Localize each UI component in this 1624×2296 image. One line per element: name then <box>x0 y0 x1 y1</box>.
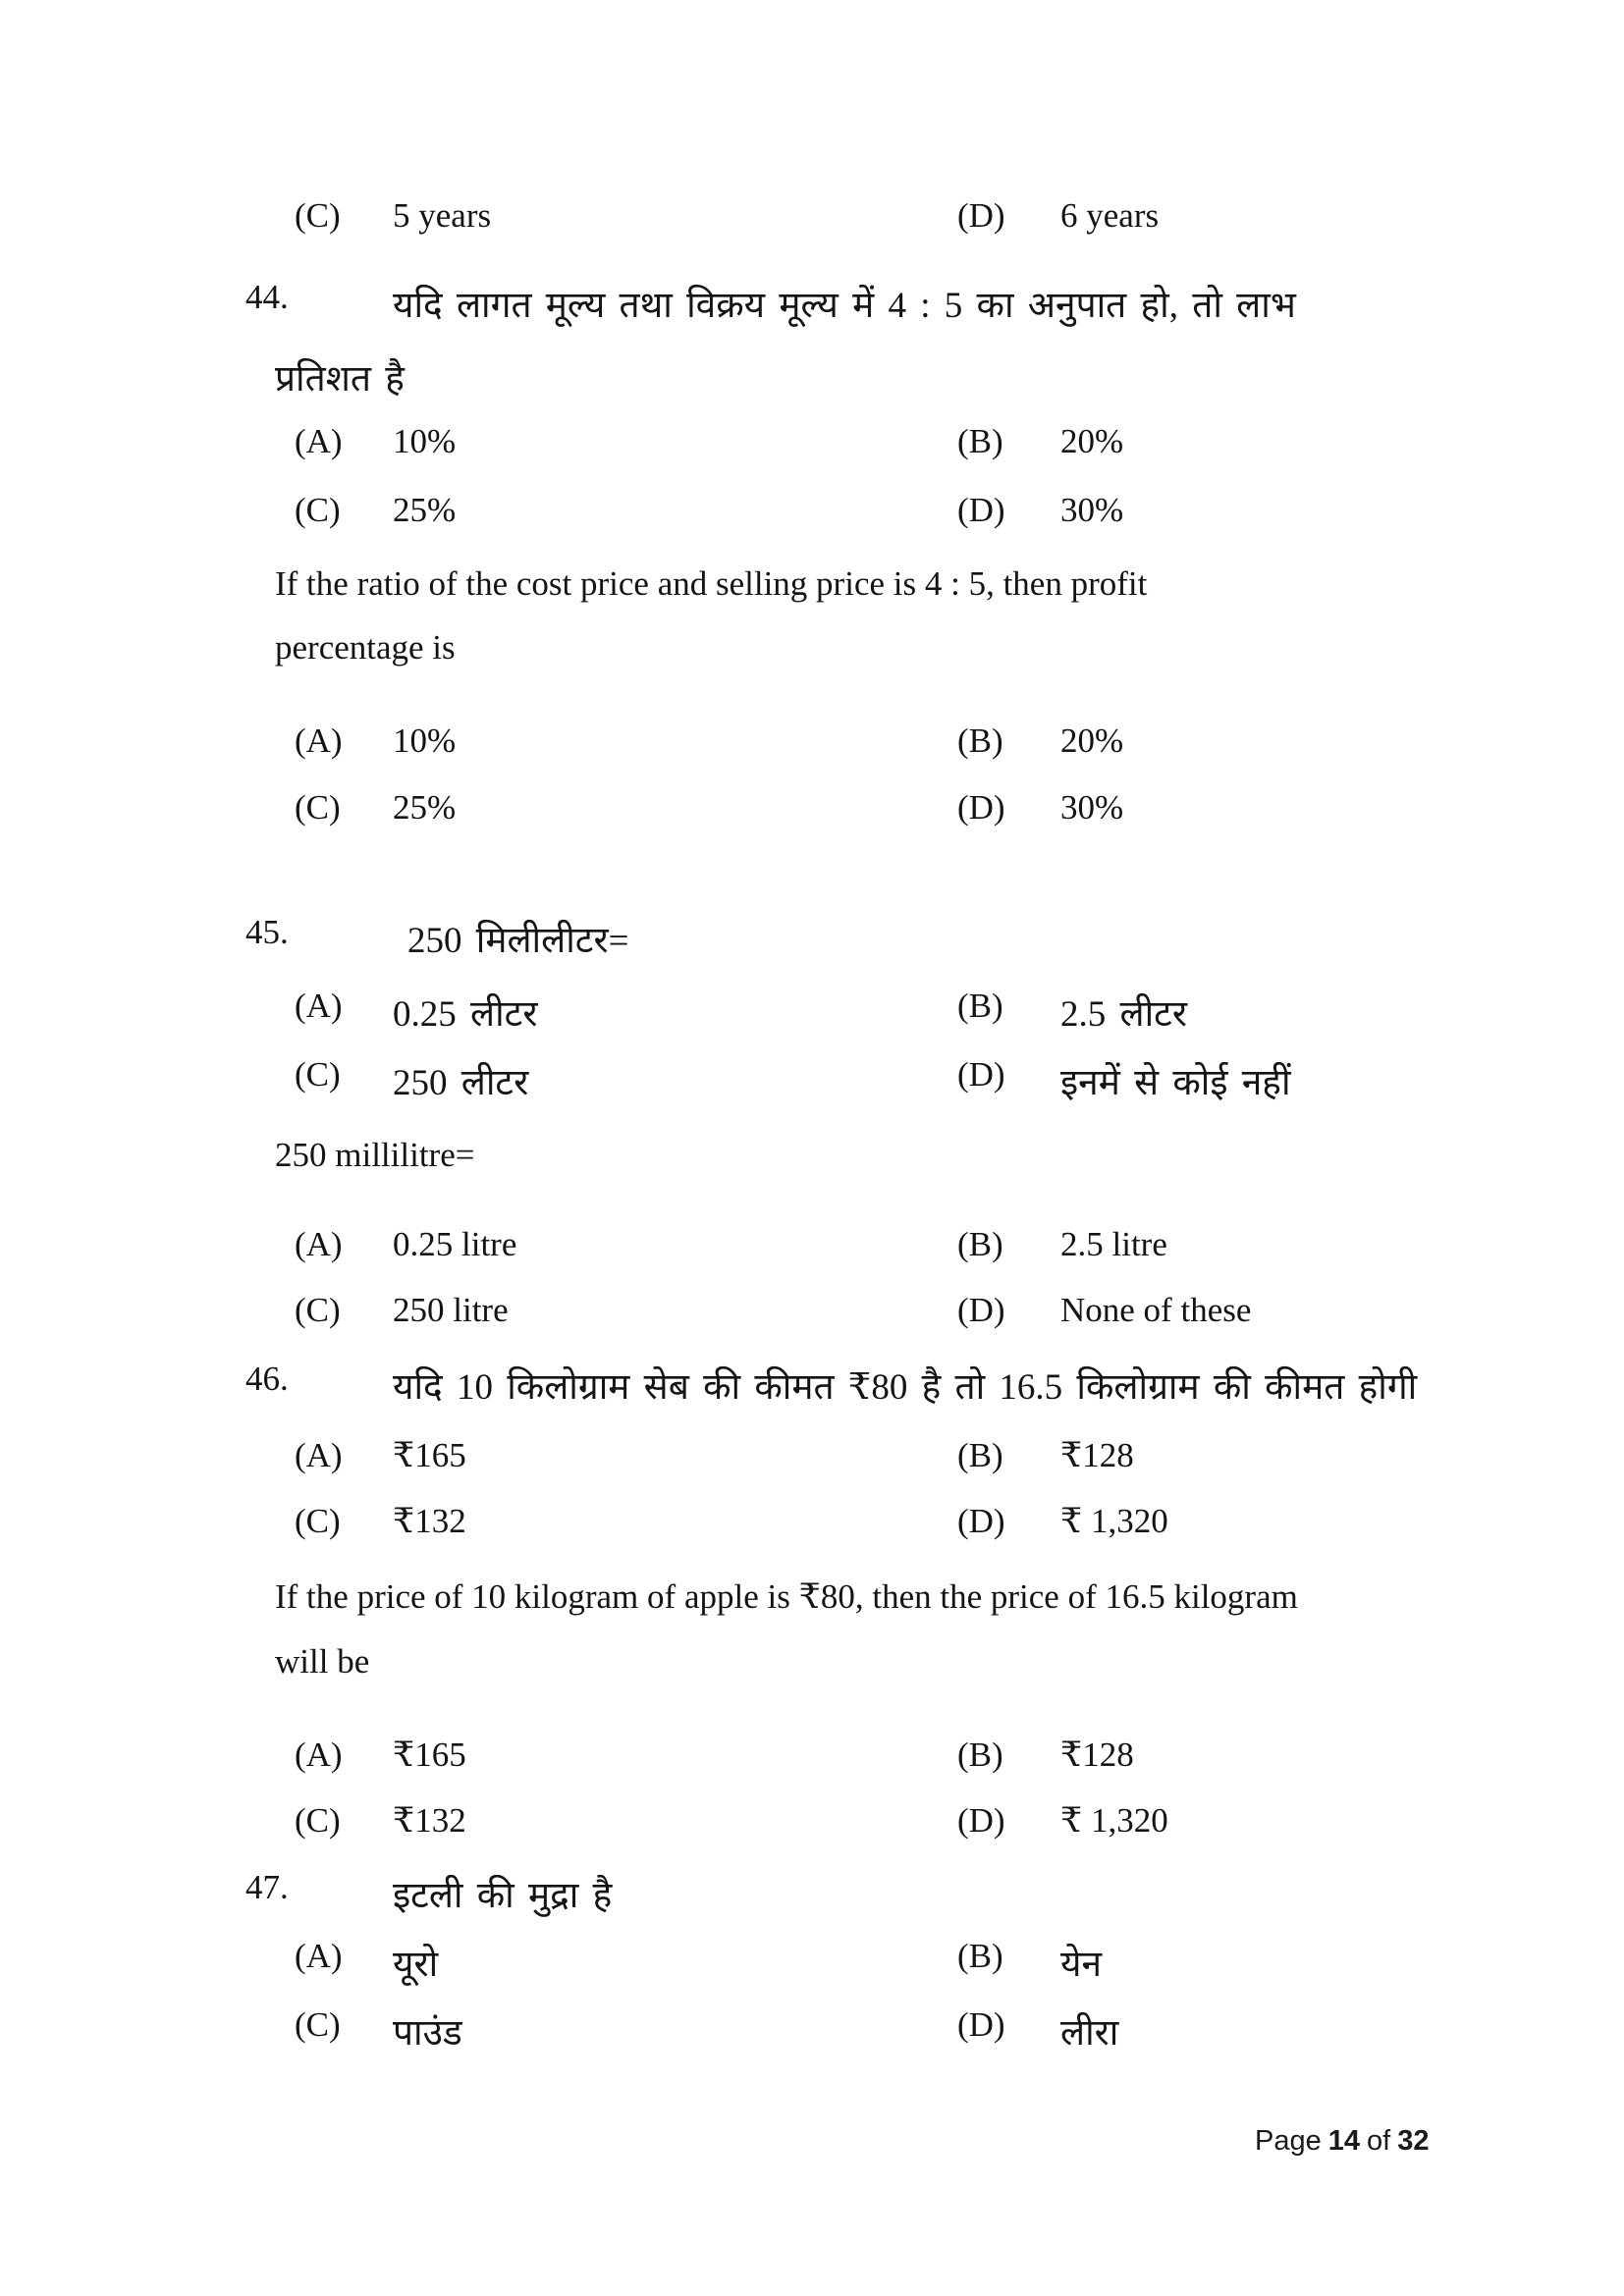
question-text-english: will be <box>275 1642 370 1681</box>
q45-english-line1 <box>0 1136 1624 1191</box>
question-text-english: 250 millilitre= <box>275 1136 475 1174</box>
option-label: (D) <box>957 1801 1005 1840</box>
option-label: (C) <box>295 1801 341 1840</box>
option-label: (C) <box>295 196 341 235</box>
option-label: (A) <box>295 422 343 460</box>
option-label: (C) <box>295 1055 341 1094</box>
option-label: (B) <box>957 1735 1003 1774</box>
option-text: इनमें से कोई नहीं <box>1060 1063 1291 1103</box>
q47-hindi-options-row-cd <box>0 2005 1624 2060</box>
option-text: 30% <box>1060 788 1124 827</box>
q44-english-options-row-cd <box>0 788 1624 843</box>
question-text-english: If the ratio of the cost price and selling price is 4 : 5, then profit <box>275 564 1148 603</box>
option-text: 20% <box>1060 721 1124 760</box>
question-text-hindi: यदि 10 किलोग्राम सेब की कीमत ₹80 है तो 16.5 किलोग्राम की कीमत होगी <box>393 1367 1418 1408</box>
option-label: (D) <box>957 1502 1005 1540</box>
option-label: (D) <box>957 196 1005 235</box>
option-label: (B) <box>957 721 1003 760</box>
q44-hindi-options-row-cd <box>0 491 1624 546</box>
q45-hindi-options-row-cd <box>0 1055 1624 1110</box>
option-text: ₹132 <box>393 1801 466 1840</box>
option-label: (C) <box>295 491 341 529</box>
q45-english-options-row-cd <box>0 1291 1624 1346</box>
option-text: None of these <box>1060 1291 1252 1329</box>
option-text: ₹165 <box>393 1436 466 1474</box>
option-text: 250 litre <box>393 1291 509 1329</box>
q46-english-line1 <box>0 1577 1624 1632</box>
option-text: 0.25 लीटर <box>393 994 538 1035</box>
q46-header <box>0 1360 1624 1415</box>
option-label: (C) <box>295 2005 341 2044</box>
option-label: (B) <box>957 987 1003 1025</box>
option-text: ₹132 <box>393 1502 466 1540</box>
q44-hindi-line2 <box>0 351 1624 406</box>
q46-english-line2 <box>0 1642 1624 1697</box>
option-text: 2.5 litre <box>1060 1225 1167 1263</box>
option-label: (B) <box>957 1436 1003 1474</box>
q44-english-line1 <box>0 564 1624 619</box>
q46-english-options-row-ab <box>0 1735 1624 1790</box>
option-label: (A) <box>295 987 343 1025</box>
footer-total-pages: 32 <box>1397 2125 1430 2157</box>
option-text: यूरो <box>393 1945 439 1985</box>
option-text: ₹ 1,320 <box>1060 1801 1168 1840</box>
q44-hindi-options-row-ab <box>0 422 1624 477</box>
option-label: (B) <box>957 422 1003 460</box>
option-text: 25% <box>393 788 457 827</box>
option-label: (D) <box>957 788 1005 827</box>
q44-english-line2 <box>0 628 1624 683</box>
option-text: पाउंड <box>393 2013 462 2054</box>
q44-header <box>0 278 1624 333</box>
q45-hindi-options-row-ab <box>0 987 1624 1041</box>
option-label: (C) <box>295 788 341 827</box>
question-text-hindi: यदि लागत मूल्य तथा विक्रय मूल्य में 4 : 5 का अनुपात हो, तो लाभ <box>393 286 1296 326</box>
option-label: (B) <box>957 1937 1003 1975</box>
option-label: (C) <box>295 1291 341 1329</box>
question-text-hindi: इटली की मुद्रा है <box>393 1876 613 1916</box>
option-label: (B) <box>957 1225 1003 1263</box>
option-text: लीरा <box>1060 2013 1119 2054</box>
option-text: 25% <box>393 491 457 529</box>
q47-header <box>0 1868 1624 1923</box>
option-label: (A) <box>295 721 343 760</box>
q46-hindi-options-row-ab <box>0 1436 1624 1491</box>
option-text: ₹128 <box>1060 1735 1134 1774</box>
option-text: 2.5 लीटर <box>1060 994 1187 1035</box>
question-number: 47. <box>245 1868 289 1906</box>
option-label: (D) <box>957 1291 1005 1329</box>
footer-of-word: of <box>1367 2125 1391 2157</box>
option-label: (C) <box>295 1502 341 1540</box>
question-number: 46. <box>245 1360 289 1398</box>
question-text-hindi: प्रतिशत है <box>275 359 405 400</box>
option-text: 20% <box>1060 422 1124 460</box>
option-label: (D) <box>957 1055 1005 1094</box>
q45-english-options-row-ab <box>0 1225 1624 1280</box>
question-number: 44. <box>245 278 289 316</box>
question-text-hindi: 250 मिलीलीटर= <box>407 921 629 961</box>
option-label: (A) <box>295 1937 343 1975</box>
q45-header <box>0 913 1624 968</box>
option-text: 0.25 litre <box>393 1225 517 1263</box>
option-label: (D) <box>957 491 1005 529</box>
option-text: येन <box>1060 1945 1102 1985</box>
q44-english-options-row-ab <box>0 721 1624 776</box>
option-label: (A) <box>295 1436 343 1474</box>
option-label: (A) <box>295 1225 343 1263</box>
option-text: 6 years <box>1060 196 1160 235</box>
option-text: 250 लीटर <box>393 1063 529 1103</box>
option-text: 10% <box>393 422 457 460</box>
option-text: ₹165 <box>393 1735 466 1774</box>
page-footer <box>1255 2125 1429 2158</box>
option-text: ₹128 <box>1060 1436 1134 1474</box>
q43-options-row-cd <box>0 196 1624 251</box>
q46-english-options-row-cd <box>0 1801 1624 1856</box>
option-label: (A) <box>295 1735 343 1774</box>
question-text-english: percentage is <box>275 628 456 667</box>
footer-page-word: Page <box>1255 2125 1322 2157</box>
q47-hindi-options-row-ab <box>0 1937 1624 1992</box>
question-number: 45. <box>245 913 289 951</box>
footer-page-number: 14 <box>1327 2125 1360 2157</box>
q46-hindi-options-row-cd <box>0 1502 1624 1557</box>
option-text: 30% <box>1060 491 1124 529</box>
option-text: 5 years <box>393 196 492 235</box>
option-text: 10% <box>393 721 457 760</box>
question-text-english: If the price of 10 kilogram of apple is ₹80, then the price of 16.5 kilogram <box>275 1577 1298 1616</box>
option-text: ₹ 1,320 <box>1060 1502 1168 1540</box>
option-label: (D) <box>957 2005 1005 2044</box>
